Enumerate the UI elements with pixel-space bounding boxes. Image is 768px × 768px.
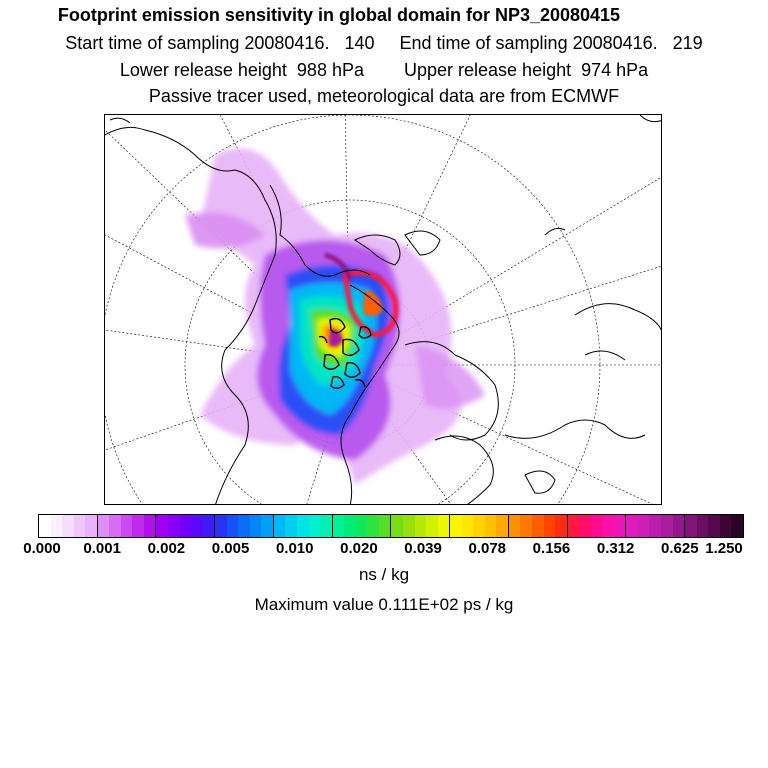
colorbar-segment (555, 515, 568, 537)
colorbar-segment (685, 515, 697, 537)
colorbar-unit: ns / kg (358, 565, 410, 584)
colorbar-segment (544, 515, 556, 537)
colorbar-segment (532, 515, 544, 537)
colorbar-segment (438, 515, 451, 537)
colorbar-segment (591, 515, 603, 537)
colorbar-segment (144, 515, 157, 537)
colorbar-segment (62, 515, 74, 537)
colorbar-segment (109, 515, 121, 537)
maximum-value-label: Maximum value 0.111E+02 ps / kg (254, 595, 514, 614)
colorbar-segment (450, 515, 462, 537)
release-height-line: Lower release height 988 hPa Upper release height 974 hPa (119, 60, 649, 80)
colorbar-tick-label: 0.000 (23, 540, 61, 557)
colorbar-segment (74, 515, 86, 537)
colorbar-segment (168, 515, 180, 537)
polar-map (104, 114, 662, 505)
colorbar-segment (227, 515, 239, 537)
colorbar-segment (520, 515, 532, 537)
colorbar-segment (614, 515, 627, 537)
colorbar-segment (661, 515, 673, 537)
colorbar-segment (496, 515, 509, 537)
colorbar-tick-label: 0.005 (211, 540, 250, 557)
colorbar-segment (649, 515, 661, 537)
colorbar-segment (285, 515, 297, 537)
colorbar-segment (708, 515, 720, 537)
colorbar-tick-label: 0.002 (147, 540, 186, 557)
colorbar-segment (132, 515, 144, 537)
colorbar-segment (403, 515, 415, 537)
colorbar-segment (156, 515, 168, 537)
colorbar-segment (720, 515, 732, 537)
colorbar-segment (509, 515, 521, 537)
colorbar-segment (191, 515, 203, 537)
colorbar-segment (121, 515, 133, 537)
colorbar-segment (697, 515, 709, 537)
colorbar-segment (344, 515, 356, 537)
colorbar-tick-label: 1.250 (705, 540, 743, 557)
colorbar-segment (356, 515, 368, 537)
colorbar-segment (391, 515, 403, 537)
colorbar-segment (367, 515, 379, 537)
colorbar-segment (261, 515, 274, 537)
colorbar-segment (203, 515, 216, 537)
colorbar-segment (731, 515, 743, 537)
colorbar-segment (238, 515, 250, 537)
colorbar-segment (462, 515, 474, 537)
colorbar-segment (379, 515, 392, 537)
colorbar-segment (215, 515, 227, 537)
map-title: Footprint emission sensitivity in global domain for NP3_20080415 (57, 5, 621, 25)
colorbar-segment (320, 515, 333, 537)
colorbar (38, 514, 744, 538)
colorbar-segment (673, 515, 686, 537)
colorbar-segment (51, 515, 63, 537)
colorbar-segment (180, 515, 192, 537)
colorbar-tick-label: 0.078 (468, 540, 507, 557)
colorbar-tick-label: 0.312 (596, 540, 635, 557)
colorbar-tick-label: 0.001 (83, 540, 121, 557)
colorbar-segment (98, 515, 110, 537)
colorbar-segment (485, 515, 497, 537)
sensitivity-plume (185, 148, 485, 485)
colorbar-tick-label: 0.625 (661, 540, 699, 557)
colorbar-tick-label: 0.039 (404, 540, 442, 557)
colorbar-segment (638, 515, 650, 537)
tracer-info-line: Passive tracer used, meteorological data are from ECMWF (148, 86, 620, 106)
polar-map-canvas (105, 115, 662, 505)
colorbar-segment (579, 515, 591, 537)
colorbar-segment (250, 515, 262, 537)
colorbar-segment (309, 515, 321, 537)
colorbar-tick-label: 0.020 (340, 540, 378, 557)
colorbar-segment (274, 515, 286, 537)
colorbar-segment (568, 515, 580, 537)
colorbar-tick-label: 0.010 (275, 540, 314, 557)
sampling-time-line: Start time of sampling 20080416. 140 End time of sampling 20080416. 219 (65, 33, 703, 53)
colorbar-segment (333, 515, 345, 537)
colorbar-segment (415, 515, 427, 537)
colorbar-segment (39, 515, 51, 537)
colorbar-segment (626, 515, 638, 537)
colorbar-segment (297, 515, 309, 537)
colorbar-segment (85, 515, 98, 537)
colorbar-segment (426, 515, 438, 537)
colorbar-tick-label: 0.156 (532, 540, 571, 557)
colorbar-segment (473, 515, 485, 537)
colorbar-segment (602, 515, 614, 537)
